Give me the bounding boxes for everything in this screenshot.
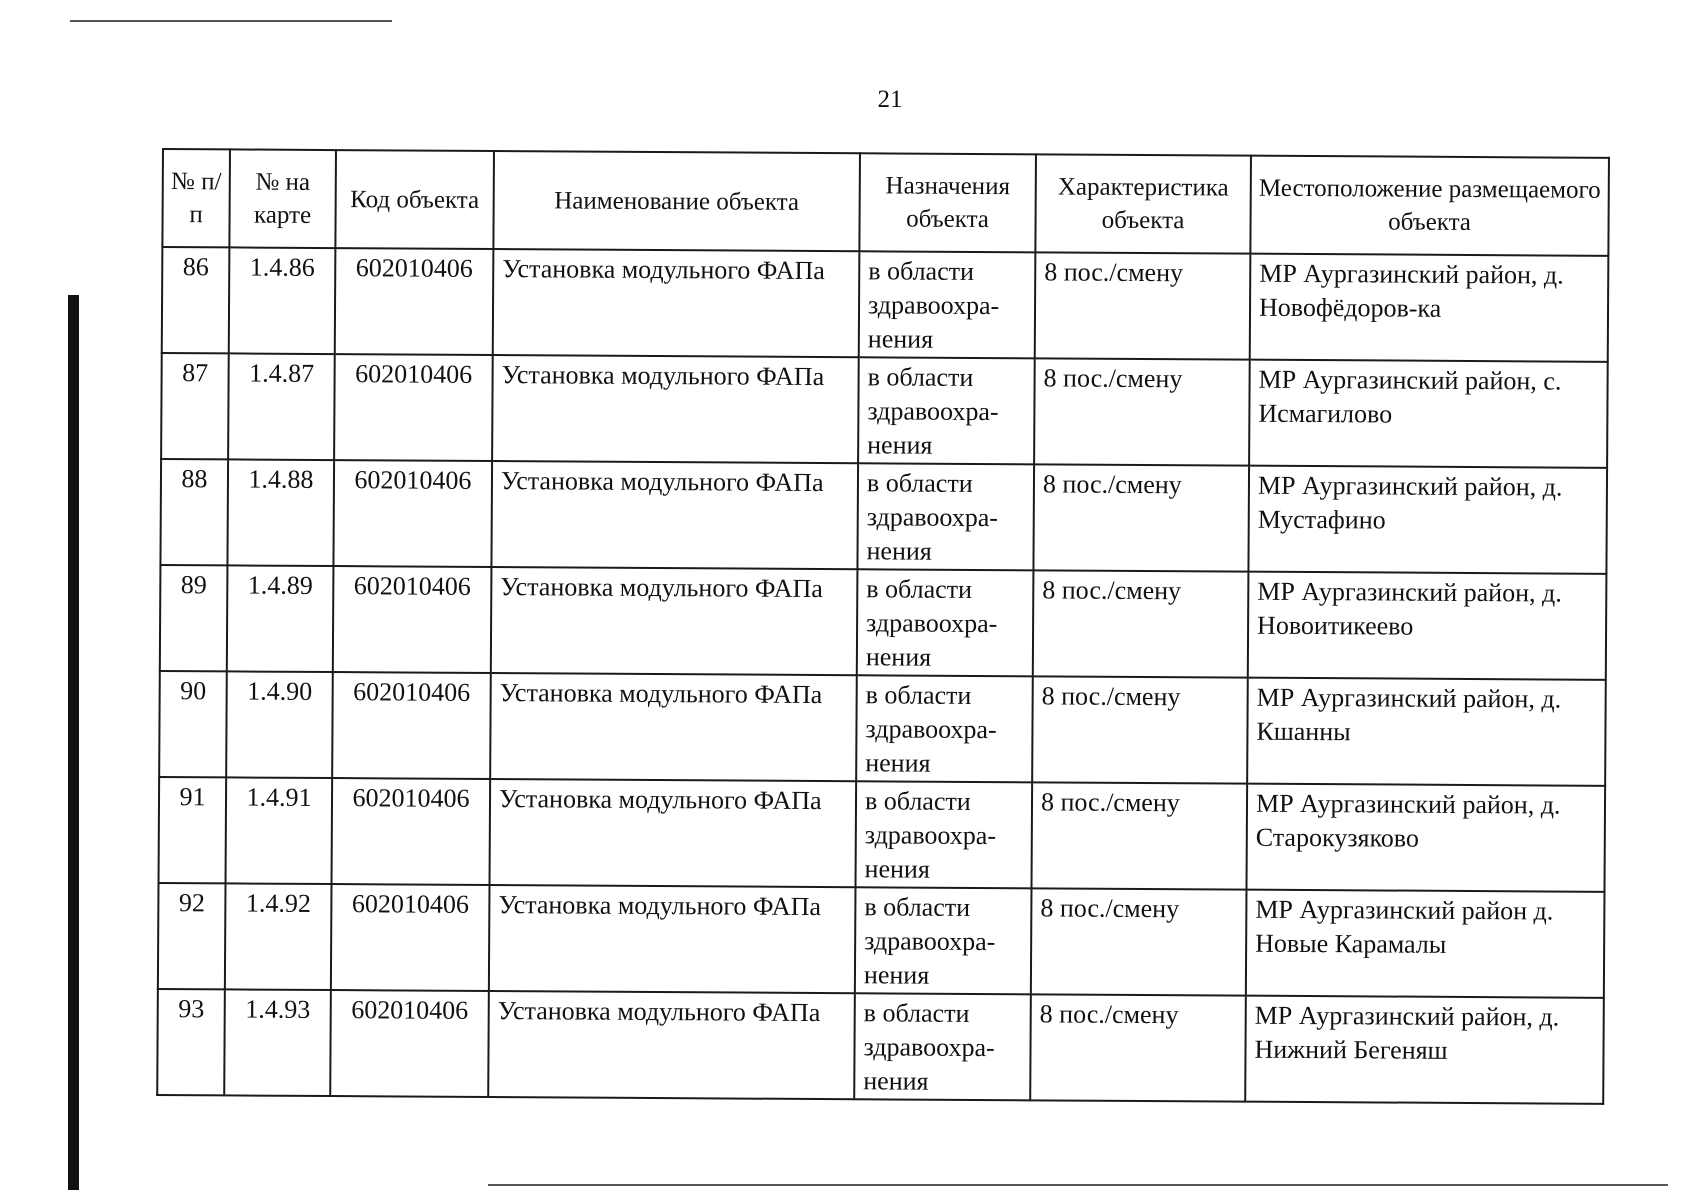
cell-characteristic: 8 пос./смену <box>1034 358 1250 465</box>
cell-num: 86 <box>162 247 230 353</box>
purpose-line: в области <box>866 574 973 604</box>
cell-num: 93 <box>157 989 225 1095</box>
purpose-line: здравоохра- <box>867 290 1000 321</box>
cell-purpose <box>859 251 1036 358</box>
purpose-line: здравоохра- <box>865 714 997 745</box>
purpose-line: в области <box>865 680 972 710</box>
cell-location: МР Аургазинский район, д. Новоитикеево <box>1248 572 1607 680</box>
cell-characteristic: 8 пос./смену <box>1031 782 1247 889</box>
header-name: Наименование объекта <box>493 151 860 251</box>
cell-name: Установка модульного ФАПа <box>491 461 858 569</box>
cell-code: 602010406 <box>334 354 493 461</box>
table-row <box>160 565 1607 680</box>
cell-map-num: 1.4.86 <box>229 247 336 354</box>
purpose-line: здравоохра- <box>866 608 998 639</box>
cell-num: 89 <box>160 565 228 671</box>
cell-name: Установка модульного ФАПа <box>490 779 857 887</box>
cell-map-num: 1.4.89 <box>227 565 334 672</box>
cell-code: 602010406 <box>333 460 492 567</box>
table-row <box>158 883 1605 998</box>
purpose-line: в области <box>864 892 971 922</box>
purpose-line: нения <box>864 854 930 884</box>
objects-table <box>156 148 1610 1105</box>
cell-map-num: 1.4.91 <box>226 777 333 884</box>
purpose-line: нения <box>863 960 930 990</box>
cell-map-num: 1.4.92 <box>225 883 332 990</box>
purpose-line: в области <box>867 362 974 392</box>
scan-artifact-top-line <box>70 20 392 22</box>
cell-code: 602010406 <box>332 778 491 885</box>
table-header-row <box>162 149 1609 256</box>
cell-characteristic: 8 пос./смену <box>1032 676 1248 783</box>
cell-map-num: 1.4.87 <box>228 353 335 460</box>
cell-purpose <box>855 781 1032 888</box>
purpose-line: здравоохра- <box>866 502 999 533</box>
cell-location: МР Аургазинский район, д. Кшанны <box>1247 678 1606 786</box>
scan-artifact-left-bar <box>68 295 79 1190</box>
cell-num: 90 <box>159 671 227 777</box>
header-purpose: Назначения объекта <box>859 153 1036 252</box>
cell-characteristic: 8 пос./смену <box>1035 252 1251 359</box>
purpose-line: в области <box>868 256 975 286</box>
cell-num: 88 <box>160 459 228 565</box>
purpose-line: в области <box>866 468 973 498</box>
cell-location: МР Аургазинский район, д. Старокузяково <box>1246 784 1605 892</box>
cell-map-num: 1.4.90 <box>226 671 333 778</box>
cell-characteristic: 8 пос./смену <box>1031 888 1247 995</box>
purpose-line: нения <box>866 536 932 566</box>
purpose-line: нения <box>867 324 934 354</box>
cell-code: 602010406 <box>331 884 490 991</box>
cell-location: МР Аургазинский район д. Новые Карамалы <box>1246 890 1605 998</box>
purpose-line: в области <box>864 786 971 816</box>
table-row <box>162 247 1609 362</box>
purpose-line: здравоохра- <box>863 1032 995 1063</box>
purpose-line: в области <box>863 998 970 1028</box>
cell-map-num: 1.4.88 <box>227 459 334 566</box>
cell-name: Установка модульного ФАПа <box>493 249 860 357</box>
table-row <box>159 777 1606 892</box>
table-row <box>161 353 1608 468</box>
cell-map-num: 1.4.93 <box>224 989 331 1096</box>
cell-name: Установка модульного ФАПа <box>490 673 857 781</box>
cell-location: МР Аургазинский район, д. Нижний Бегеняш <box>1245 996 1604 1104</box>
cell-characteristic: 8 пос./смену <box>1033 570 1249 677</box>
cell-location: МР Аургазинский район, д. Новофёдоров-ка <box>1250 254 1609 362</box>
cell-num: 92 <box>158 883 226 989</box>
header-map-num: № на карте <box>229 149 336 248</box>
cell-purpose <box>856 675 1033 782</box>
cell-purpose <box>857 463 1034 570</box>
purpose-line: нения <box>863 1066 929 1096</box>
purpose-line: здравоохра- <box>864 926 996 957</box>
purpose-line: нения <box>865 642 932 672</box>
header-characteristic: Характеристика объекта <box>1035 154 1251 253</box>
cell-code: 602010406 <box>333 566 492 673</box>
cell-num: 87 <box>161 353 229 459</box>
cell-purpose <box>858 357 1035 464</box>
purpose-line: здравоохра- <box>867 396 999 427</box>
cell-code: 602010406 <box>335 248 494 355</box>
cell-name: Установка модульного ФАПа <box>488 991 855 1099</box>
header-num: № п/п <box>162 149 230 247</box>
purpose-line: нения <box>867 430 933 460</box>
purpose-line: здравоохра- <box>864 820 997 851</box>
cell-name: Установка модульного ФАПа <box>489 885 856 993</box>
purpose-line: нения <box>865 748 931 778</box>
cell-purpose <box>857 569 1034 676</box>
table-row <box>159 671 1606 786</box>
cell-location: МР Аургазинский район, д. Мустафино <box>1248 466 1607 574</box>
cell-purpose <box>854 993 1031 1100</box>
table-row <box>157 989 1604 1104</box>
cell-location: МР Аургазинский район, с. Исмагилово <box>1249 360 1608 468</box>
cell-characteristic: 8 пос./смену <box>1030 994 1246 1101</box>
cell-characteristic: 8 пос./смену <box>1033 464 1249 571</box>
cell-code: 602010406 <box>332 672 491 779</box>
scan-artifact-bottom-line <box>488 1184 1668 1186</box>
cell-name: Установка модульного ФАПа <box>492 355 859 463</box>
header-code: Код объекта <box>335 150 494 249</box>
cell-purpose <box>855 887 1032 994</box>
page-number: 21 <box>877 86 903 113</box>
cell-name: Установка модульного ФАПа <box>491 567 858 675</box>
table-row <box>160 459 1607 574</box>
cell-num: 91 <box>159 777 227 883</box>
cell-code: 602010406 <box>330 990 489 1097</box>
header-location: Местоположение размещаемого объекта <box>1250 156 1609 256</box>
